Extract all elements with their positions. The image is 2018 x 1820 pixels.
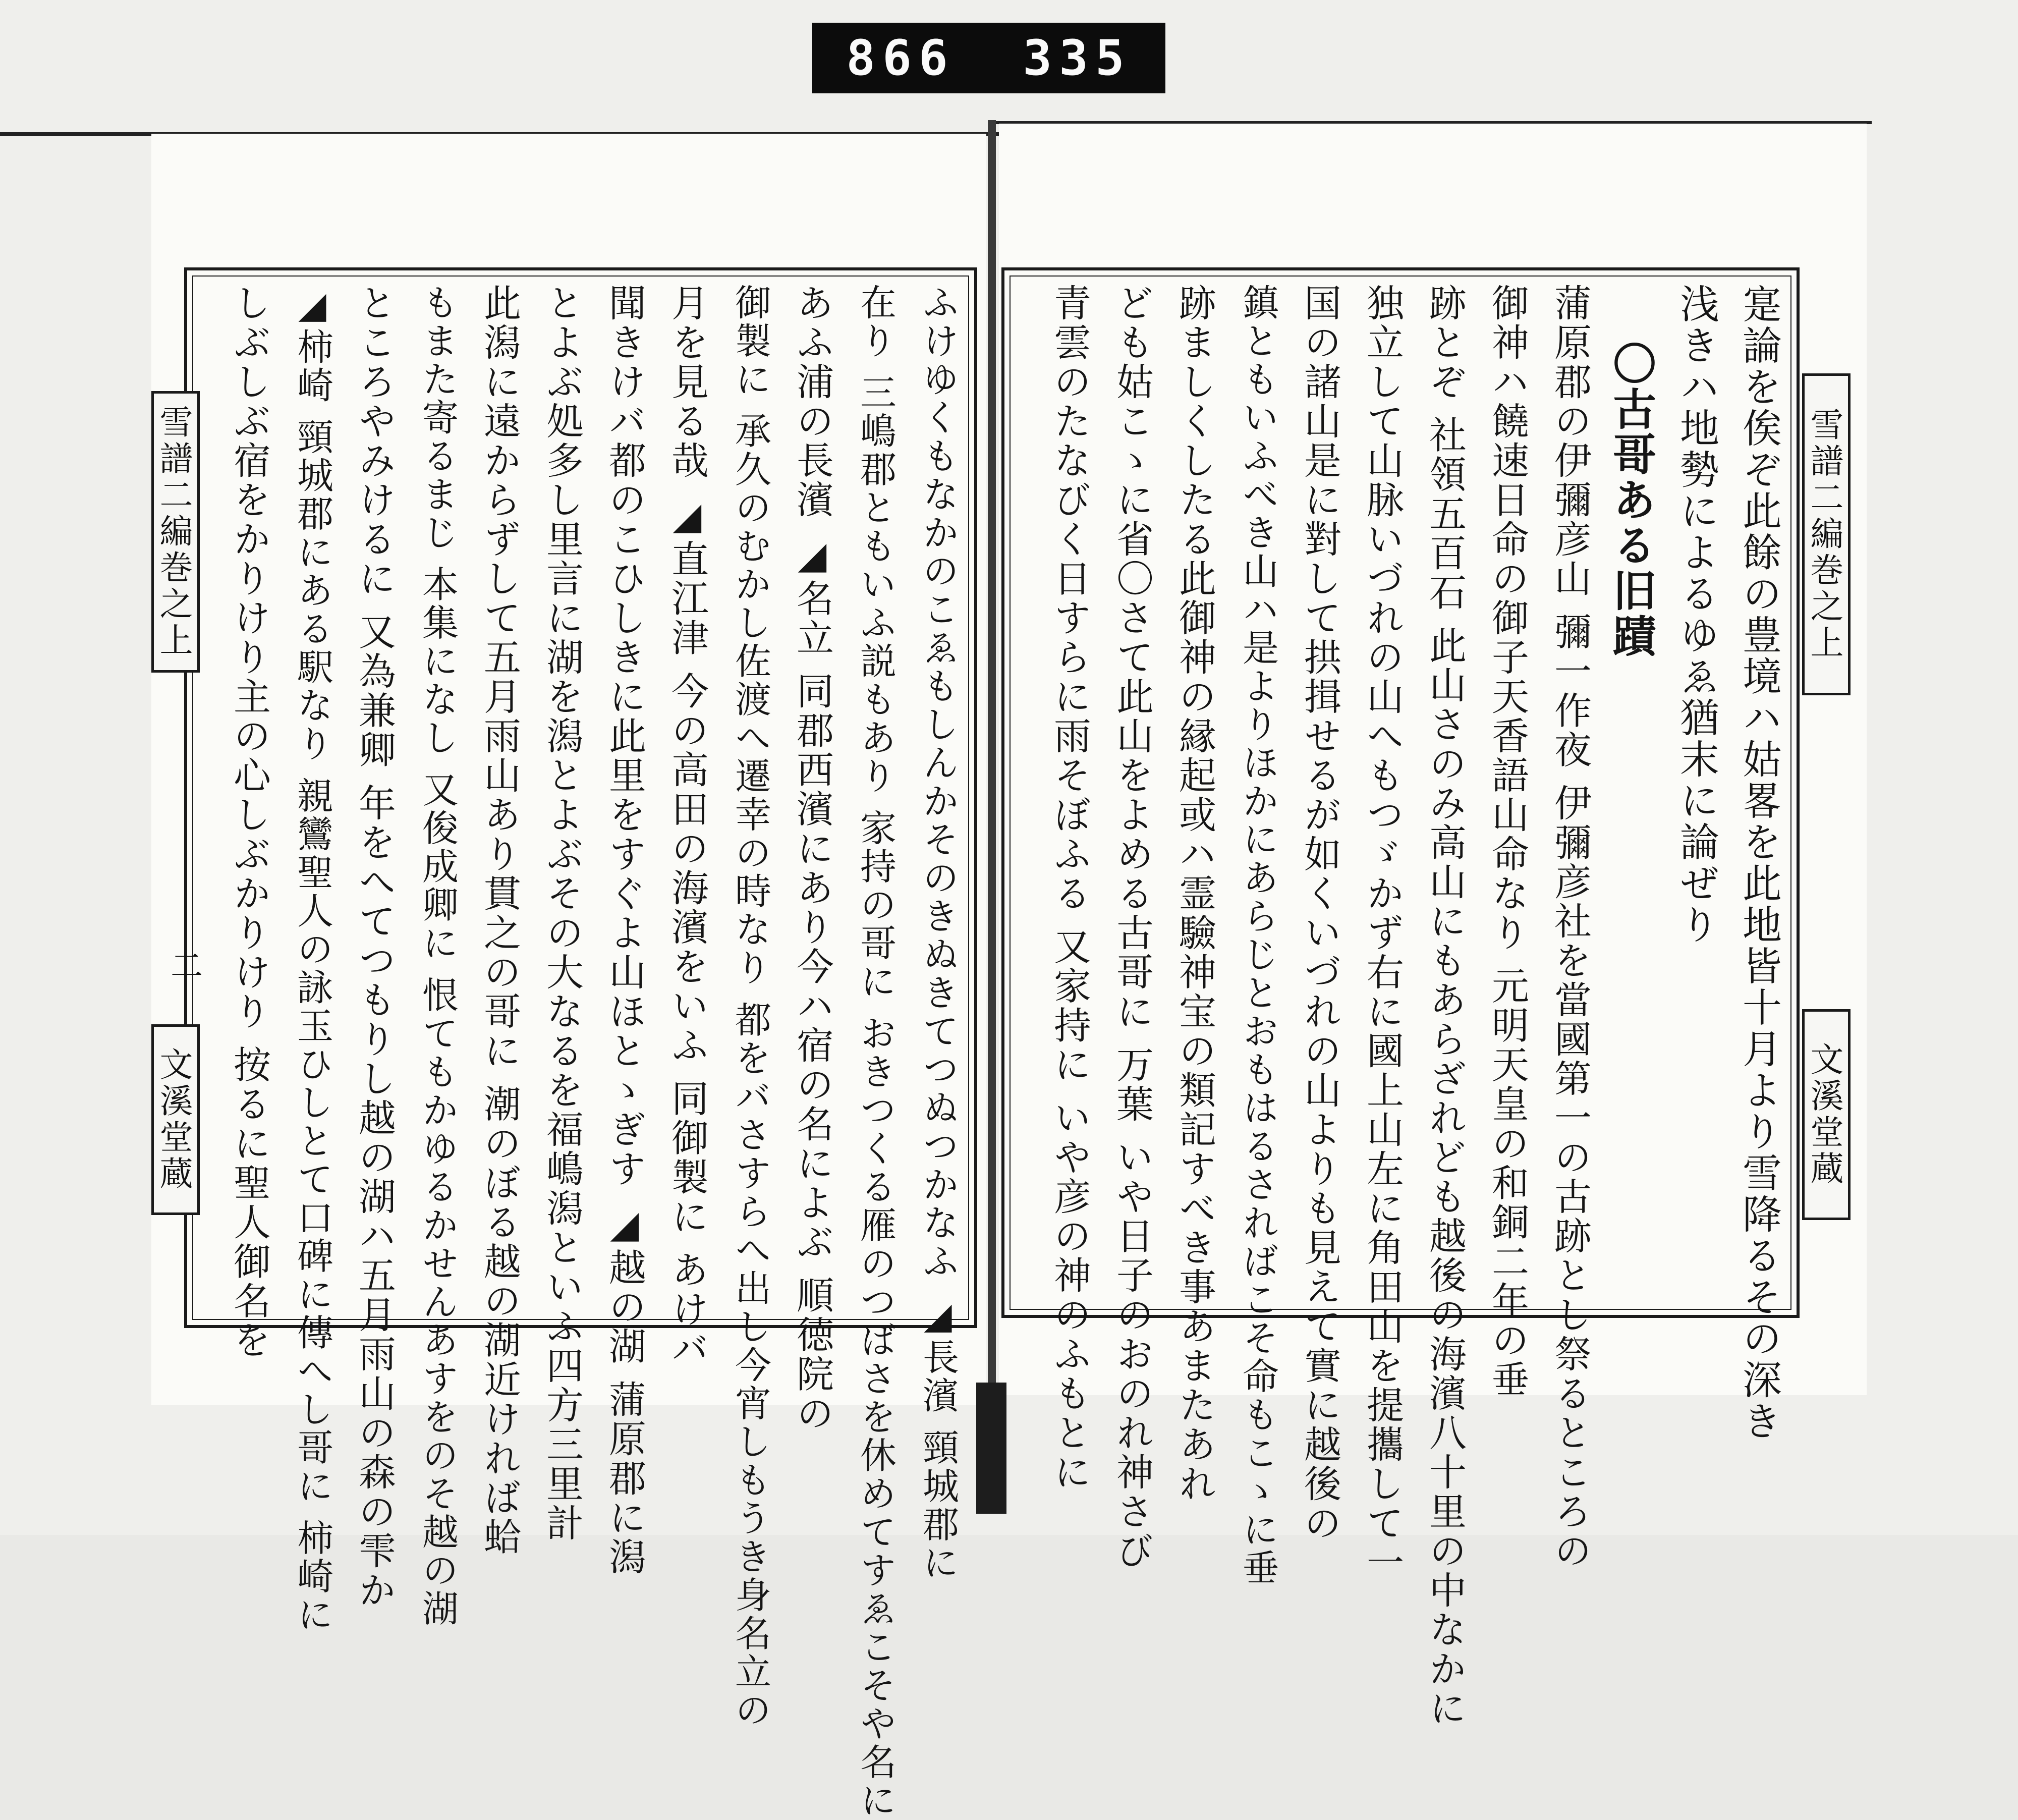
- text-column: 蒲原郡の伊彌彦山 彌一作夜 伊彌彦社を當國第一の古跡とし祭るところの: [1548, 284, 1592, 1571]
- right-margin-publisher: 文溪堂蔵: [1802, 1009, 1851, 1220]
- text-column: 御神ハ饒速日命の御子天香語山命なり 元明天皇の和銅二年の垂: [1486, 284, 1529, 1400]
- text-column: 此潟に遠からずして五月雨山あり貫之の哥に 潮のぼる越の湖近ければ蛤: [478, 284, 521, 1557]
- right-page-frame: [1001, 267, 1800, 1729]
- right-margin-title: 雪譜二編巻之上: [1802, 373, 1851, 695]
- catalog-label: [812, 23, 1165, 93]
- text-column: 鎮ともいふべき山ハ是よりほかにあらじとおもはるさればこそ命もこゝに垂: [1237, 284, 1279, 1587]
- text-column: 独立して山脉いづれの山へもつゞかず右に國上山左に角田山を提攜して一: [1361, 284, 1404, 1582]
- spine-clip: [976, 1383, 1006, 1514]
- text-column: 在り 三嶋郡ともいふ説もあり 家持の哥に おきつくる雁のつばさを休めてすゑこそや名に: [854, 284, 896, 1820]
- left-margin-page-number: 二: [165, 949, 202, 981]
- text-column: 寔論を俟ぞ此餘の豊境ハ姑畧を此地皆十月より雪降るその深き: [1736, 284, 1781, 1442]
- text-column: 国の諸山是に對して拱揖せるが如くいづれの山よりも見えて實に越後の: [1298, 284, 1341, 1543]
- catalog-number-left: 866: [846, 30, 955, 86]
- left-margin-publisher: 文溪堂蔵: [151, 1024, 200, 1215]
- text-column: ところやみけるに 又為兼卿 年をへてつもりし越の湖ハ五月雨山の森の雫か: [353, 284, 396, 1611]
- text-column: 跡ましくしたる此御神の縁起或ハ霊驗神宝の類記すべき事あまたあれ: [1173, 284, 1216, 1504]
- text-column: 月を見る哉 ◢直江津 今の高田の海濱をいふ 同御製に あけバ: [665, 284, 709, 1369]
- text-column: 跡とぞ 社領五百石 此山さのみ高山にもあらざれども越後の海濱八十里の中なかに: [1423, 284, 1467, 1729]
- text-column: 浅きハ地勢によるゆゑ猶末に論ぜり: [1673, 284, 1719, 946]
- text-column: ども姑こゝに省〇さて此山をよめる古哥に 万葉 いや日子のおのれ神さび: [1110, 284, 1154, 1571]
- text-column: あふ浦の長濱 ◢名立 同郡西濱にあり今ハ宿の名によぶ 順徳院の: [791, 284, 834, 1433]
- section-heading: 〇古哥ある旧蹟: [1605, 341, 1656, 659]
- text-column: しぶしぶ宿をかりけり主の心しぶかりけり 按るに聖人御名を: [228, 284, 271, 1360]
- text-column: ◢柿崎 頸城郡にある駅なり 親鸞聖人の詠玉ひしとて口碑に傳へし哥に 柿崎に: [291, 284, 333, 1634]
- text-column: 青雲のたなびく日すらに雨そぼふる 又家持に いや彦の神のふもとに: [1048, 284, 1091, 1493]
- catalog-number-right: 335: [1023, 30, 1132, 86]
- left-page-frame: [184, 267, 977, 1820]
- text-column: もまた寄るまじ 本集になし 又俊成卿に 恨てもかゆるかせんあすをのそ越の湖: [416, 284, 459, 1628]
- text-column: 御製に 承久のむかし佐渡へ遷幸の時なり 都をバさすらへ出し今宵しもうき身名立の: [729, 284, 771, 1730]
- text-column: 聞きけバ都のこひしきに此里をすぐよ山ほとゝぎす ◢越の湖 蒲原郡に潟: [603, 284, 646, 1577]
- text-column: ふけゆくもなかのこゑもしんかそのきぬきてつぬつかなふ ◢長濱 頸城郡に: [917, 284, 959, 1582]
- text-column: とよぶ処多し里言に湖を潟とよぶその大なるを福嶋潟といふ四方三里計: [540, 284, 584, 1543]
- book-spine: [988, 120, 996, 1462]
- left-margin-title: 雪譜二編巻之上: [151, 391, 200, 673]
